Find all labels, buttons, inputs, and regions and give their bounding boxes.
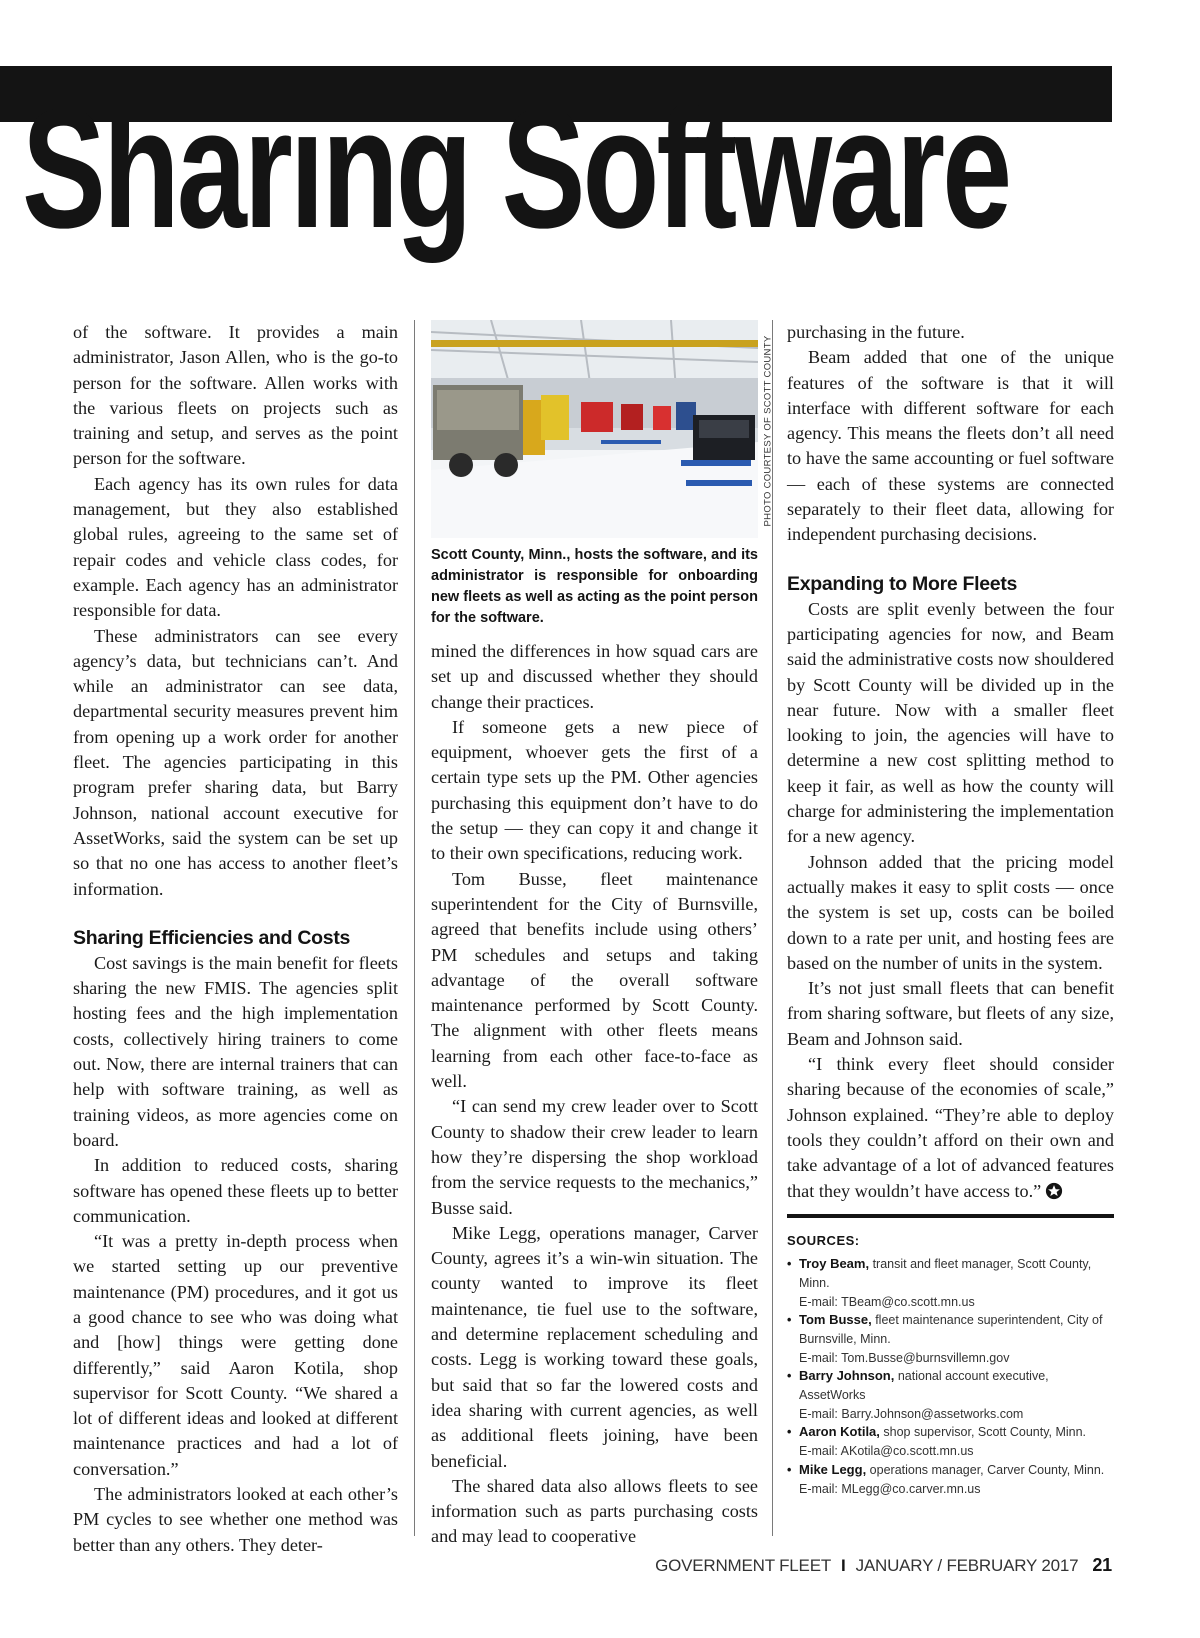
source-email: E-mail: MLegg@co.carver.mn.us — [799, 1481, 981, 1496]
paragraph: mined the differences in how squad cars are set up and discussed whether they should change their practices. — [431, 641, 758, 712]
source-name: Troy Beam, — [799, 1256, 870, 1272]
source-email: E-mail: TBeam@co.scott.mn.us — [799, 1294, 975, 1309]
paragraph-text: “I think every fleet should consider sharing because of the economies of scale,” Johnson explained. “They’re able to deploy tools they couldn’t afford on their own and take advantage of a lot of advanced features that they wouldn’t have access to.” — [787, 1054, 1114, 1201]
paragraph: Costs are split evenly between the four participating agencies for now, and Beam said the administrative costs now shouldered by Scott County will be divided up in the near future. Now with a smaller fleet looking to join, the agencies will have to determine a new cost splitting method to keep it fair, as well as how the county will charge for administering the implementation for a new agency. — [787, 598, 1114, 847]
source-role: fleet maintenance superintendent, City of Burnsville, Minn. — [799, 1313, 1103, 1346]
paragraph: These administrators can see every agency’s data, but technicians can’t. And while an administrator can see data, departmental security measures prevent him from opening up a work order for another fleet. The agencies participating in this program prefer sharing data, but Barry Johnson, national account executive for AssetWorks, said the system can be set up so that no one has access to another fleet’s information. — [73, 625, 398, 899]
source-role: national account executive, AssetWorks — [799, 1369, 1049, 1403]
garage-photo — [431, 320, 758, 540]
article-column-3 — [787, 320, 1114, 1498]
source-email: E-mail: AKotila@co.scott.mn.us — [799, 1444, 974, 1459]
page-footer — [655, 1555, 1112, 1576]
paragraph: Cost savings is the main benefit for fleets sharing the new FMIS. The agencies split hosting fees and the high implementation costs, collectively hiring trainers to come out. Now, there are internal trainers that can help with software training, as well as training videos, as more agencies come on board. — [73, 952, 398, 1150]
paragraph: Mike Legg, operations manager, Carver County, agrees it’s a win-win situation. The county wanted to improve its fleet maintenance, tie fuel use to the software, and determine replacement scheduling and costs. Legg is working toward these goals, but said that so far the lowered costs and idea sharing with current agencies, as well as additional fleets joining, have been beneficial. — [431, 1222, 758, 1471]
paragraph-final — [787, 1052, 1114, 1204]
column-divider — [414, 320, 415, 1536]
end-star-icon — [1045, 1182, 1063, 1200]
source-name: Aaron Kotila, — [799, 1424, 880, 1440]
sources-title: SOURCES: — [787, 1232, 860, 1248]
source-role: shop supervisor, Scott County, Minn. — [883, 1425, 1087, 1440]
paragraph: Johnson added that the pricing model actually makes it easy to split costs — once the system is set up, costs can be boiled down to a rate per unit, and hosting fees are based on the number of units in the system. — [787, 851, 1114, 973]
paragraph: Tom Busse, fleet maintenance superintendent for the City of Burnsville, agreed that benefits include using others’ PM schedules and setups and taking advantage of the overall software maintenance performed by Scott County. The alignment with other fleets means learning from each other face-to-face as well. — [431, 868, 758, 1092]
source-item — [787, 1367, 1114, 1423]
sources-box — [787, 1214, 1114, 1498]
paragraph: The shared data also allows fleets to see information such as parts purchasing costs and may lead to cooperative — [431, 1475, 758, 1547]
paragraph: “I can send my crew leader over to Scott County to shadow their crew leader to learn how they’re dispersing the shop workload from the service requests to the mechanics,” Busse said. — [431, 1096, 758, 1218]
source-role: transit and fleet manager, Scott County, Minn. — [799, 1257, 1092, 1290]
page-number: 21 — [1092, 1555, 1112, 1575]
source-name: Mike Legg, — [799, 1461, 867, 1477]
source-item — [787, 1255, 1114, 1311]
source-name: Tom Busse, — [799, 1312, 872, 1328]
source-name: Barry Johnson, — [799, 1368, 895, 1384]
publication-name: GOVERNMENT FLEET — [655, 1556, 832, 1575]
paragraph: If someone gets a new piece of equipment, whoever gets the first of a certain type sets up the PM. Other agencies purchasing this equipment don’t have to do the setup — they can copy it and change it to their own specifications, reducing work. — [431, 716, 758, 864]
paragraph: of the software. It provides a main administrator, Jason Allen, who is the go-to person for the software. Allen works with the various fleets on projects such as training and setup, and serves as the point person for the software. — [73, 322, 398, 469]
paragraph: In addition to reduced costs, sharing software has opened these fleets up to better communication. — [73, 1155, 398, 1226]
section-heading: Expanding to More Fleets — [787, 572, 1018, 595]
paragraph: It’s not just small fleets that can benefit from sharing software, but fleets of any size, Beam and Johnson said. — [787, 978, 1114, 1049]
article-column-2 — [431, 320, 758, 1550]
paragraph: Beam added that one of the unique features of the software is that it will interface with different software for each agency. This means the fleets don’t all need to have the same accounting or fuel software — each of these systems are connected separately to their fleet data, allowing for independent purchasing decisions. — [787, 347, 1114, 545]
paragraph: “It was a pretty in-depth process when we started setting up our preventive maintenance (PM) procedures, and it got us a good chance to see who was doing what and [how] things were getting done differently,” said Aaron Kotila, shop supervisor for Scott County. “We shared a lot of different ideas and looked at different maintenance practices and had a lot of conversation.” — [73, 1231, 398, 1479]
photo-caption: Scott County, Minn., hosts the software, and its administrator is responsible for onboarding new fleets as well as acting as the point person for the software. — [431, 547, 758, 626]
paragraph: The administrators looked at each other’s PM cycles to see whether one method was better than any others. They deter- — [73, 1484, 398, 1555]
source-item — [787, 1423, 1114, 1460]
fleet-shop-photo — [431, 320, 758, 538]
paragraph: purchasing in the future. — [787, 322, 965, 342]
source-email: E-mail: Tom.Busse@burnsvillemn.gov — [799, 1350, 1010, 1365]
section-heading: Sharing Efficiencies and Costs — [73, 926, 351, 949]
article-title: Sharing Software — [22, 74, 1010, 264]
paragraph: Each agency has its own rules for data management, but they also established global rules, agreeing to the same set of repair codes and vehicle class codes, for example. Each agency has an administrator responsible for data. — [73, 473, 398, 621]
source-item — [787, 1461, 1114, 1498]
issue-date: JANUARY / FEBRUARY 2017 — [855, 1556, 1079, 1575]
source-item — [787, 1311, 1114, 1367]
footer-separator: I — [841, 1556, 846, 1575]
source-role: operations manager, Carver County, Minn. — [869, 1462, 1105, 1477]
article-column-1 — [73, 320, 398, 1558]
photo-credit: PHOTO COURTESY OF SCOTT COUNTY — [762, 335, 774, 527]
source-email: E-mail: Barry.Johnson@assetworks.com — [799, 1406, 1024, 1421]
